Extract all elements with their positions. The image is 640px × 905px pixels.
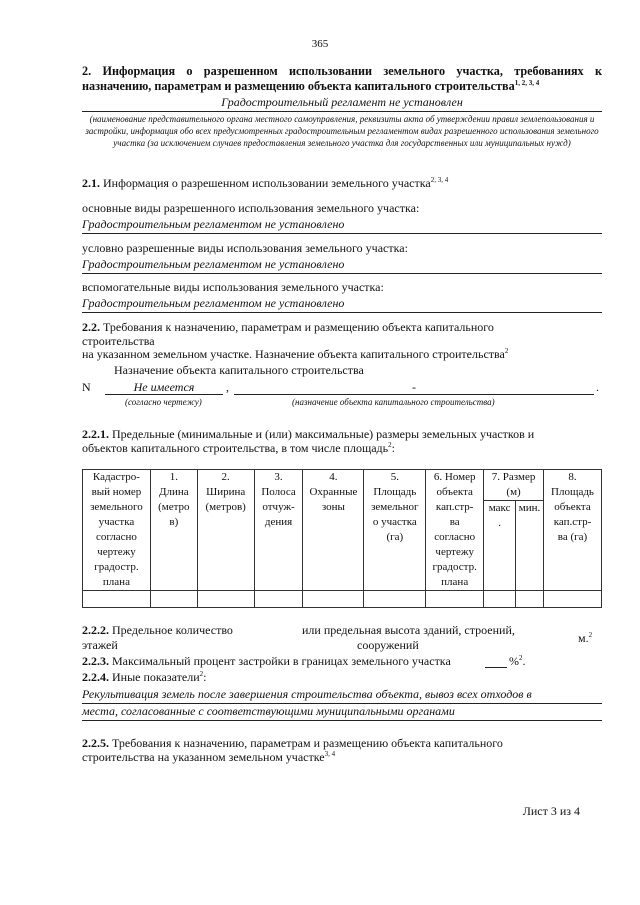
period: . bbox=[522, 654, 526, 668]
building-percent-label: Максимальный процент застройки в границах земельного участка bbox=[112, 654, 451, 668]
section-2-2-5-line2 bbox=[82, 750, 335, 765]
table-cell bbox=[303, 591, 364, 608]
page-number: 365 bbox=[311, 38, 329, 50]
object-number-field: Не имеется bbox=[105, 380, 223, 395]
conditional-uses-value: Градостроительным регламентом не установлено bbox=[82, 257, 602, 274]
section-text-line1: Предельные (минимальные и (или) максимальные) размеры земельных участков и bbox=[112, 427, 535, 441]
section-text-line1: Требования к назначению, параметрам и размещению объекта капитального bbox=[112, 736, 503, 750]
colon: : bbox=[391, 441, 395, 455]
table-header-row bbox=[83, 470, 602, 501]
auxiliary-uses-label: вспомогательные виды использования земельного участка: bbox=[82, 280, 384, 294]
section-title: Информация о разрешенном использовании земельного участка, требованиях к назначению, параметрам и размещению объекта капитального строительства bbox=[82, 64, 602, 93]
header-cadastral-number: Кадастро- вый номер земельного участка согласно чертежу градостр. плана bbox=[83, 470, 151, 591]
section-number: 2.2.4. bbox=[82, 670, 109, 684]
basic-uses-value: Градостроительным регламентом не установлено bbox=[82, 217, 602, 234]
header-land-area: 5. Площадь земельног о участка (га) bbox=[364, 470, 426, 591]
colon: : bbox=[203, 670, 207, 684]
section-2-2-3-heading bbox=[82, 654, 451, 669]
floors-label: Предельное количество bbox=[112, 623, 233, 637]
footnote-ref: 2, 3, 4 bbox=[430, 176, 449, 184]
regulation-status: Градостроительный регламент не установлен bbox=[82, 95, 602, 112]
height-label: или предельная высота зданий, строений, bbox=[302, 623, 515, 637]
purpose-label: Назначение объекта капитального строительства bbox=[114, 363, 364, 377]
unit-text: м. bbox=[578, 631, 589, 645]
section-2-1-heading bbox=[82, 176, 448, 191]
floors-label-line2: этажей bbox=[82, 638, 118, 652]
section-2-2-heading bbox=[82, 320, 602, 334]
caption-drawing: (согласно чертежу) bbox=[125, 397, 202, 407]
section-text-line2: объектов капитального строительства, в том числе площадь bbox=[82, 441, 389, 455]
section-2-2-1-heading bbox=[82, 427, 534, 442]
table-cell bbox=[426, 591, 484, 608]
height-unit bbox=[578, 631, 592, 646]
table-cell bbox=[364, 591, 426, 608]
section-number: 2.1. bbox=[82, 176, 100, 190]
footnote-ref: 2 bbox=[588, 631, 593, 639]
header-object-area: 8. Площадь объекта кап.стр- ва (га) bbox=[544, 470, 602, 591]
table-cell bbox=[83, 591, 151, 608]
header-size-min: мин. bbox=[516, 501, 544, 591]
conditional-uses-label: условно разрешенные виды использования земельного участка: bbox=[82, 241, 408, 255]
header-width: 2. Ширина (метров) bbox=[197, 470, 254, 591]
header-size-max: макс . bbox=[484, 501, 516, 591]
section-text-line2: строительства на указанном земельном участке bbox=[82, 750, 325, 764]
header-protection-zones: 4. Охранные зоны bbox=[303, 470, 364, 591]
section-number: 2.2. bbox=[82, 320, 100, 334]
table-cell bbox=[150, 591, 197, 608]
table-cell bbox=[544, 591, 602, 608]
basic-uses-label: основные виды разрешенного использования земельного участка: bbox=[82, 201, 420, 215]
other-indicators-value-line1: Рекультивация земель после завершения строительства объекта, вывоз всех отходов в bbox=[82, 687, 602, 704]
comma: , bbox=[226, 380, 229, 394]
regulation-note: (наименование представительного органа местного самоуправления, реквизиты акта об утверждении правил землепользования и застройки, информация обо всех предусмотренных градостроительным регламентом видах разрешенного использования земельного участка (за исключением случаев предоставления земельного участка для государственных или муниципальных нужд) bbox=[85, 114, 599, 148]
footnote-ref: 2 bbox=[504, 347, 509, 355]
height-label-line2: сооружений bbox=[357, 638, 419, 652]
section-text-line3: на указанном земельном участке. Назначение объекта капитального строительства bbox=[82, 347, 505, 361]
other-indicators-value-line2: места, согласованные с соответствующими муниципальными органами bbox=[82, 704, 602, 721]
section-2-2-5-heading bbox=[82, 736, 602, 751]
other-indicators-label: Иные показатели bbox=[112, 670, 200, 684]
section-2-2-1-line2 bbox=[82, 441, 395, 456]
size-parameters-table bbox=[82, 469, 602, 608]
footnote-ref: 2 bbox=[388, 441, 392, 449]
table-row bbox=[83, 591, 602, 608]
footnote-ref: 1, 2, 3, 4 bbox=[514, 78, 540, 87]
header-alienation-strip: 3. Полоса отчуж- дения bbox=[254, 470, 303, 591]
section-2-2-2-heading bbox=[82, 623, 233, 638]
section-text: Информация о разрешенном использовании земельного участка bbox=[103, 176, 431, 190]
header-size: 7. Размер (м) bbox=[484, 470, 544, 501]
footnote-ref: 3, 4 bbox=[324, 750, 336, 758]
footnote-ref: 2 bbox=[519, 654, 523, 662]
n-label: N bbox=[82, 380, 91, 394]
auxiliary-uses-value: Градостроительным регламентом не установлено bbox=[82, 296, 602, 313]
period: . bbox=[596, 380, 599, 394]
table-cell bbox=[254, 591, 303, 608]
object-purpose-field: - bbox=[234, 380, 594, 395]
table-cell bbox=[197, 591, 254, 608]
caption-purpose: (назначение объекта капитального строительства) bbox=[292, 397, 495, 407]
table-cell bbox=[484, 591, 516, 608]
header-object-number: 6. Номер объекта кап.стр- ва согласно чертежу градостр. плана bbox=[426, 470, 484, 591]
section-2-2-line2: строительства bbox=[82, 334, 155, 348]
section-2-2-4-heading bbox=[82, 670, 206, 685]
header-length: 1. Длина (метро в) bbox=[150, 470, 197, 591]
section-number: 2.2.5. bbox=[82, 736, 109, 750]
section-number: 2. bbox=[82, 64, 92, 78]
section-2-heading bbox=[82, 64, 602, 93]
building-percent-unit bbox=[509, 654, 526, 669]
percent-sign: % bbox=[509, 654, 519, 668]
building-percent-field bbox=[485, 654, 507, 668]
table-cell bbox=[516, 591, 544, 608]
sheet-counter: Лист 3 из 4 bbox=[522, 804, 580, 818]
section-text-line1: Требования к назначению, параметрам и размещению объекта капитального bbox=[103, 320, 494, 334]
section-number: 2.2.2. bbox=[82, 623, 109, 637]
section-number: 2.2.1. bbox=[82, 427, 109, 441]
section-number: 2.2.3. bbox=[82, 654, 109, 668]
footnote-ref: 2 bbox=[199, 670, 204, 678]
section-2-2-line3 bbox=[82, 347, 508, 362]
